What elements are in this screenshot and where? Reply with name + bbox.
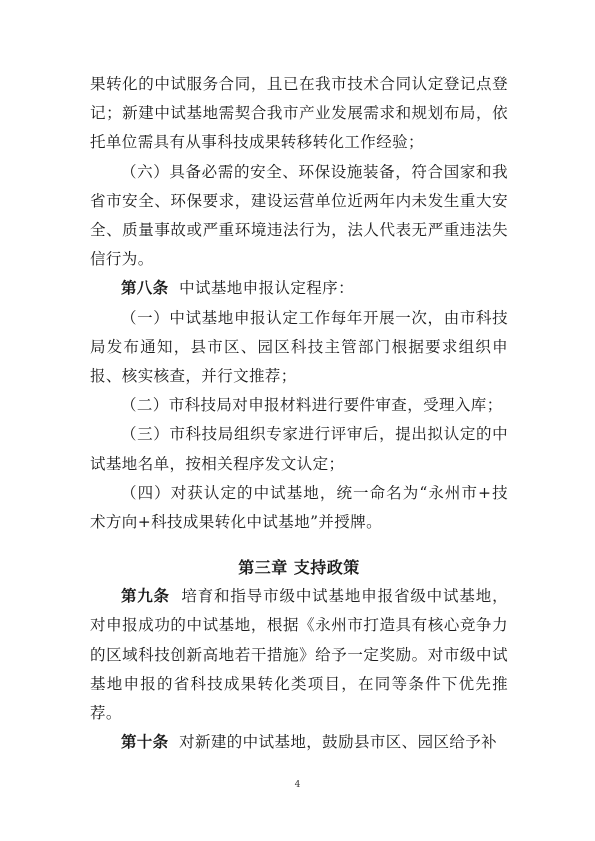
article-10-label: 第十条: [121, 733, 169, 752]
article-8-item-4: （四）对获认定的中试基地，统一命名为“永州市+技术方向+科技成果转化中试基地”并授牌。: [90, 483, 508, 532]
article-8-text: 中试基地申报认定程序：: [179, 279, 354, 298]
article-9-label: 第九条: [121, 587, 170, 606]
article-8-item-2: （二）市科技局对申报材料进行要件审查，受理入库；: [121, 396, 503, 415]
chapter-3-title: 第三章 支持政策: [238, 558, 360, 578]
article-8-item-1: （一）中试基地申报认定工作每年开展一次，由市科技局发布通知，县市区、园区科技主管部门根据要求组织申报、核实核查，并行文推荐；: [90, 308, 508, 386]
article-9-text: 培育和指导市级中试基地申报省级中试基地，对申报成功的中试基地，根据《永州市打造具有核心竞争力的区域科技创新高地若干措施》给予一定奖励。对市级中试基地申报的省科技成果转化类项目，在同等条件下优先推荐。: [90, 587, 508, 723]
article-8-label: 第八条: [121, 279, 169, 298]
article-10-text: 对新建的中试基地，鼓励县市区、园区给予补: [179, 733, 498, 752]
article-8-item-3: （三）市科技局组织专家进行评审后，提出拟认定的中试基地名单，按相关程序发文认定；: [90, 425, 508, 473]
article-8-heading: [90, 274, 508, 303]
page-number: 4: [294, 780, 301, 790]
article-9-paragraph: [90, 582, 508, 728]
paragraph-item-6: （六）具备必需的安全、环保设施装备，符合国家和我省市安全、环保要求，建设运营单位近两年内未发生重大安全、质量事故或严重环境违法行为，法人代表无严重违法失信行为。: [90, 162, 508, 269]
article-10-paragraph: [90, 728, 508, 757]
document-body: [90, 70, 508, 757]
paragraph-continuation: 果转化的中试服务合同，且已在我市技术合同认定登记点登记；新建中试基地需契合我市产业发展需求和规划布局，依托单位需具有从事科技成果转移转化工作经验；: [90, 75, 508, 152]
